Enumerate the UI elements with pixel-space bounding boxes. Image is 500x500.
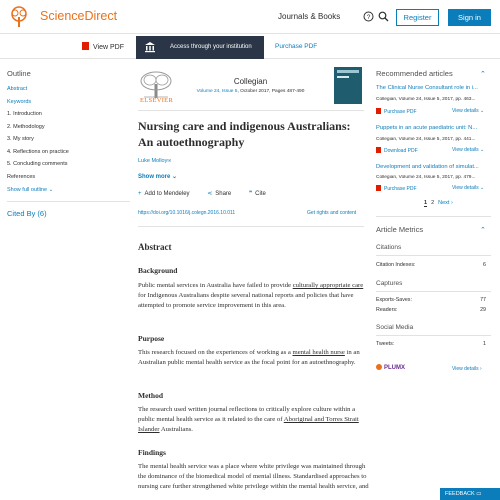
view-details-link[interactable]: View details ⌄ [452, 108, 485, 114]
purchase-pdf-link[interactable]: Purchase PDF [376, 108, 417, 115]
chevron-up-icon[interactable]: ⌃ [480, 227, 486, 234]
divider [138, 110, 364, 111]
recommended-pager [424, 200, 453, 206]
article-actions [138, 190, 282, 197]
author-name: Luke Molloy [138, 158, 168, 164]
view-details-link[interactable]: View details ⌄ [452, 147, 485, 153]
section-heading-findings: Findings [138, 448, 166, 457]
cite-button[interactable] [249, 191, 274, 197]
social-media-heading: Social Media [376, 324, 414, 331]
publisher-name[interactable]: ELSEVIER [140, 97, 174, 104]
divider [376, 216, 491, 217]
view-details-link[interactable]: View details ⌄ [452, 185, 485, 191]
help-icon[interactable] [363, 11, 374, 22]
plumx-icon [376, 364, 382, 370]
show-full-outline-button[interactable] [7, 187, 53, 193]
add-mendeley-button[interactable] [138, 191, 198, 197]
journal-cover-image[interactable] [334, 67, 362, 104]
show-more-label: Show more [138, 174, 171, 180]
cited-by-toggle[interactable]: Cited By (6) [7, 209, 47, 218]
top-header [0, 0, 500, 34]
culturally-appropriate-care-link[interactable]: culturally appropriate care [292, 282, 364, 289]
author-link[interactable] [138, 158, 171, 164]
elsevier-tree-logo[interactable] [6, 5, 32, 29]
section-text-findings: The mental health service was a place where white privilege was maintained through the dominance of the biomedical model of mental illness. Standardised approaches to nursing care further strengthened white privilege within the mental health service, and [138, 463, 369, 490]
abstract-heading: Abstract [138, 242, 172, 252]
outline-item-introduction[interactable]: 1. Introduction [7, 111, 42, 117]
plus-icon: + [138, 191, 142, 197]
metrics-view-details-link[interactable]: View details › [452, 366, 482, 372]
outline-item-concluding[interactable]: 5. Concluding comments [7, 161, 68, 167]
recommended-article-title[interactable]: Development and validation of simulat... [376, 164, 479, 170]
recommended-article-title[interactable]: The Clinical Nurse Consultant role in i... [376, 85, 478, 91]
divider [7, 201, 130, 202]
feedback-button[interactable]: FEEDBACK ▭ [440, 488, 500, 500]
share-button[interactable] [207, 191, 239, 197]
journal-volume-info [178, 89, 323, 94]
share-icon: ⋖ [207, 191, 213, 197]
recommended-article-source: Collegian, Volume 24, Issue 5, 2017, pp. 463... [376, 97, 476, 102]
outline-list [7, 85, 69, 185]
pdf-icon [376, 147, 381, 153]
citations-heading: Citations [376, 244, 402, 251]
volume-issue-link[interactable]: Volume 24, Issue 5 [196, 89, 238, 94]
chevron-right-icon: › [479, 366, 482, 372]
rights-link[interactable]: Get rights and content [307, 210, 357, 216]
institution-icon [144, 41, 156, 53]
purchase-pdf-link[interactable]: Purchase PDF [275, 43, 318, 50]
access-institution-button[interactable] [136, 36, 264, 59]
chevron-up-icon[interactable]: ⌃ [480, 71, 486, 78]
journal-title[interactable]: Collegian [233, 77, 268, 86]
envelope-icon: ✉ [167, 158, 172, 163]
recommended-article-source: Collegian, Volume 24, Issue 5, 2017, pp. 479... [376, 175, 476, 180]
next-page-button[interactable]: Next › [438, 200, 453, 206]
pdf-icon [376, 185, 381, 191]
pdf-icon [82, 42, 89, 50]
chat-icon: ▭ [476, 491, 482, 497]
section-heading-purpose: Purpose [138, 334, 165, 343]
divider [138, 226, 364, 227]
chevron-right-icon: › [450, 200, 453, 206]
share-label: Share [215, 191, 232, 197]
chevron-down-icon: ⌄ [479, 147, 485, 153]
readers-row: Readers: 29 [376, 307, 486, 313]
chevron-down-icon: ⌄ [48, 187, 54, 193]
outline-item-keywords[interactable]: Keywords [7, 98, 32, 105]
brand-name[interactable]: ScienceDirect [40, 9, 118, 23]
article-metrics-heading: Article Metrics [376, 225, 424, 234]
register-button[interactable]: Register [396, 9, 439, 26]
outline-heading: Outline [7, 69, 31, 78]
page-1-button[interactable]: 1 [424, 200, 428, 206]
volume-date-pages: , October 2017, Pages 487-490 [237, 89, 305, 94]
aboriginal-torres-strait-link[interactable]: Aboriginal and Torres Strait Islander [138, 416, 359, 433]
purchase-pdf-link[interactable]: Purchase PDF [376, 185, 417, 192]
recommended-article-source: Collegian, Volume 24, Issue 5, 2017, pp. 441... [376, 137, 476, 142]
section-text-background: Public mental services in Australia have failed to provide culturally appropriate care for Indigenous Australians despite several national reports and policies that have attempted to promote service improvement in this area. [138, 282, 364, 309]
section-heading-method: Method [138, 391, 163, 400]
page-2-button[interactable]: 2 [431, 200, 435, 206]
access-institution-label: Access through your institution [170, 44, 252, 50]
show-more-button[interactable] [138, 173, 177, 180]
svg-text:?: ? [366, 14, 371, 21]
show-full-outline-label: Show full outline [7, 187, 48, 193]
divider [376, 335, 491, 336]
search-icon[interactable] [378, 11, 389, 22]
signin-button[interactable]: Sign in [448, 9, 491, 26]
outline-item-my-story[interactable]: 3. My story [7, 136, 34, 142]
section-text-method: The research used written journal reflections to critically explore culture within a public mental health service as it related to the care of Aboriginal and Torres Strait Islander Australians. [138, 406, 359, 433]
recommended-article-title[interactable]: Puppets in an acute paediatric unit: N... [376, 125, 478, 131]
quote-icon: ❞ [248, 191, 253, 197]
chevron-down-icon: ⌄ [479, 185, 485, 191]
mental-health-nurse-link[interactable]: mental health nurse [292, 349, 345, 356]
captures-heading: Captures [376, 280, 403, 287]
divider [376, 291, 491, 292]
article-title: Nursing care and indigenous Australians: An autoethnography [138, 119, 351, 149]
chevron-down-icon: ⌄ [479, 108, 485, 114]
doi-link[interactable]: https://doi.org/10.1016/j.colegn.2016.10.011 [138, 210, 236, 216]
journals-books-link[interactable]: Journals & Books [278, 12, 341, 21]
divider [376, 255, 491, 256]
cite-label: Cite [255, 191, 266, 197]
citation-indexes-row: Citation Indexes: 6 [376, 262, 486, 268]
plumx-logo[interactable]: PLUMX [376, 364, 405, 371]
section-text-purpose: This research focused on the experiences of working as a mental health nurse in an Australian public mental health service as the focal point for an autoethnography. [138, 349, 360, 366]
download-pdf-link[interactable]: Download PDF [376, 147, 418, 154]
outline-item-methodology[interactable]: 2. Methodology [7, 123, 45, 130]
exports-saves-row: Exports-Saves: 77 [376, 297, 486, 303]
add-mendeley-label: Add to Mendeley [144, 191, 190, 197]
view-pdf-button[interactable] [82, 42, 124, 51]
recommended-heading: Recommended articles [376, 69, 453, 78]
outline-item-reflections[interactable]: 4. Reflections on practice [7, 148, 69, 155]
view-pdf-label: View PDF [93, 44, 124, 51]
tweets-row: Tweets: 1 [376, 341, 486, 347]
pdf-icon [376, 108, 381, 114]
outline-item-abstract[interactable]: Abstract [7, 86, 28, 92]
chevron-down-icon: ⌄ [172, 174, 178, 180]
section-heading-background: Background [138, 266, 178, 275]
outline-item-references[interactable]: References [7, 173, 36, 180]
